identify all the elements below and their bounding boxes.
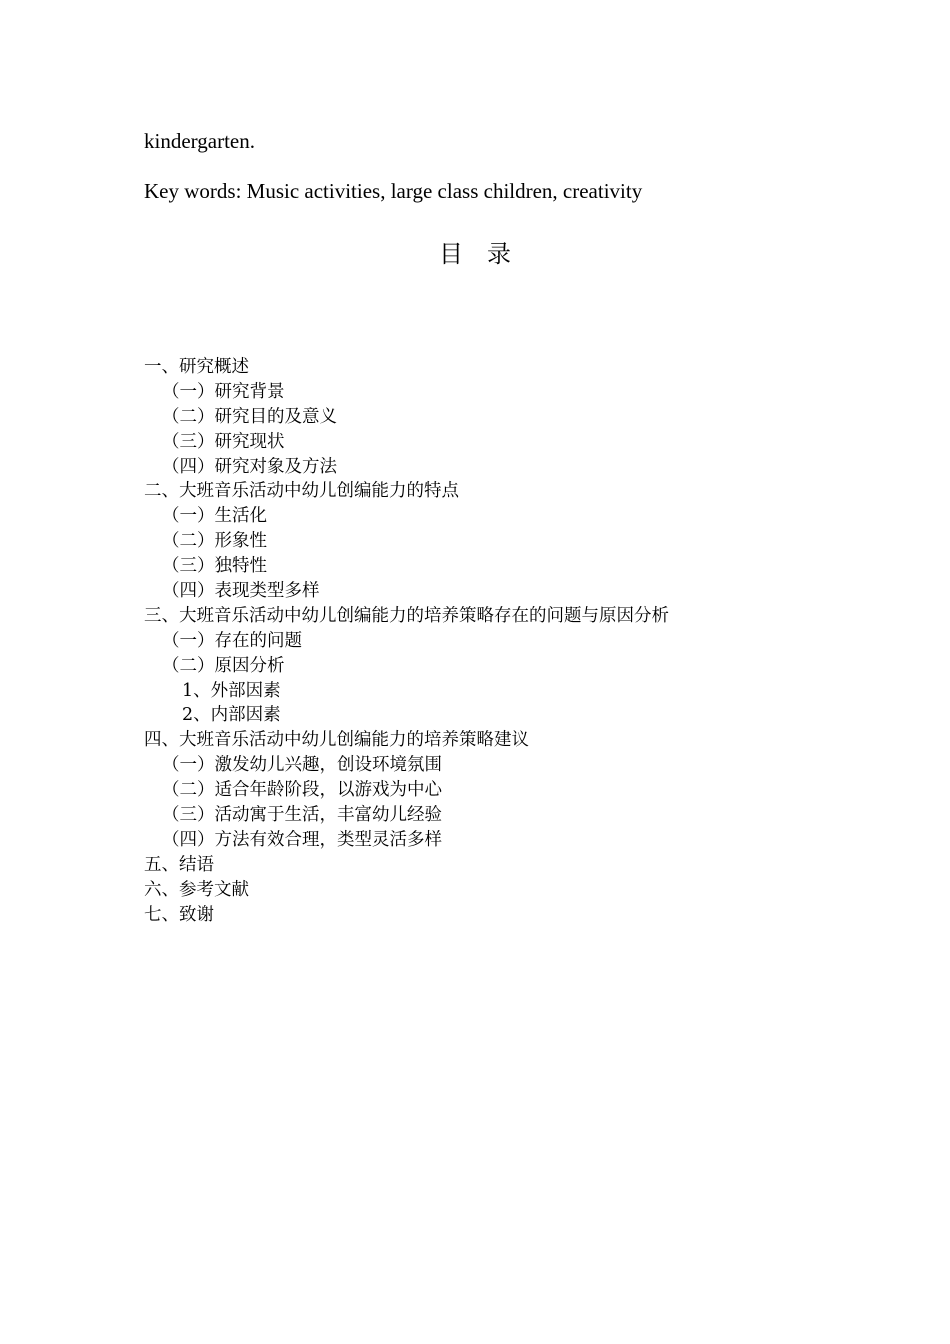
toc-entry: 1、外部因素: [182, 680, 281, 701]
keywords-line: Key words: Music activities, large class children, creativity: [144, 179, 643, 203]
toc-title-char-1: 目: [439, 240, 463, 268]
toc-entry: （一）存在的问题: [162, 630, 302, 651]
toc-entry: （三）研究现状: [162, 431, 285, 452]
toc-entry: （二）原因分析: [162, 655, 285, 676]
abstract-continuation-text: kindergarten.: [144, 129, 255, 153]
toc-entry: （二）研究目的及意义: [162, 406, 337, 427]
toc-entry: （四）表现类型多样: [162, 581, 320, 602]
toc-entry: （三）独特性: [162, 556, 267, 577]
toc-entry: （三）活动寓于生活，丰富幼儿经验: [162, 805, 442, 826]
toc-entry: （二）形象性: [162, 531, 267, 552]
toc-entry: 三、大班音乐活动中幼儿创编能力的培养策略存在的问题与原因分析: [144, 605, 669, 626]
toc-title-char-2: 录: [487, 240, 511, 268]
toc-entry: （一）生活化: [162, 506, 267, 527]
toc-entry: （四）研究对象及方法: [162, 456, 337, 477]
toc-entry: 2、内部因素: [182, 705, 281, 726]
toc-entry: 六、参考文献: [144, 879, 249, 900]
table-of-contents: [144, 355, 844, 927]
toc-entry: 七、致谢: [144, 904, 214, 925]
toc-entry: 二、大班音乐活动中幼儿创编能力的特点: [144, 481, 459, 502]
toc-entry: （二）适合年龄阶段，以游戏为中心: [162, 780, 442, 801]
toc-entry: （一）激发幼儿兴趣，创设环境氛围: [162, 755, 442, 776]
toc-entry: （四）方法有效合理，类型灵活多样: [162, 829, 442, 850]
toc-entry: 一、研究概述: [144, 357, 249, 377]
toc-title: [0, 238, 950, 270]
toc-entry: 五、结语: [144, 854, 214, 875]
toc-entry: 四、大班音乐活动中幼儿创编能力的培养策略建议: [144, 730, 529, 751]
toc-entry: （一）研究背景: [162, 381, 285, 402]
